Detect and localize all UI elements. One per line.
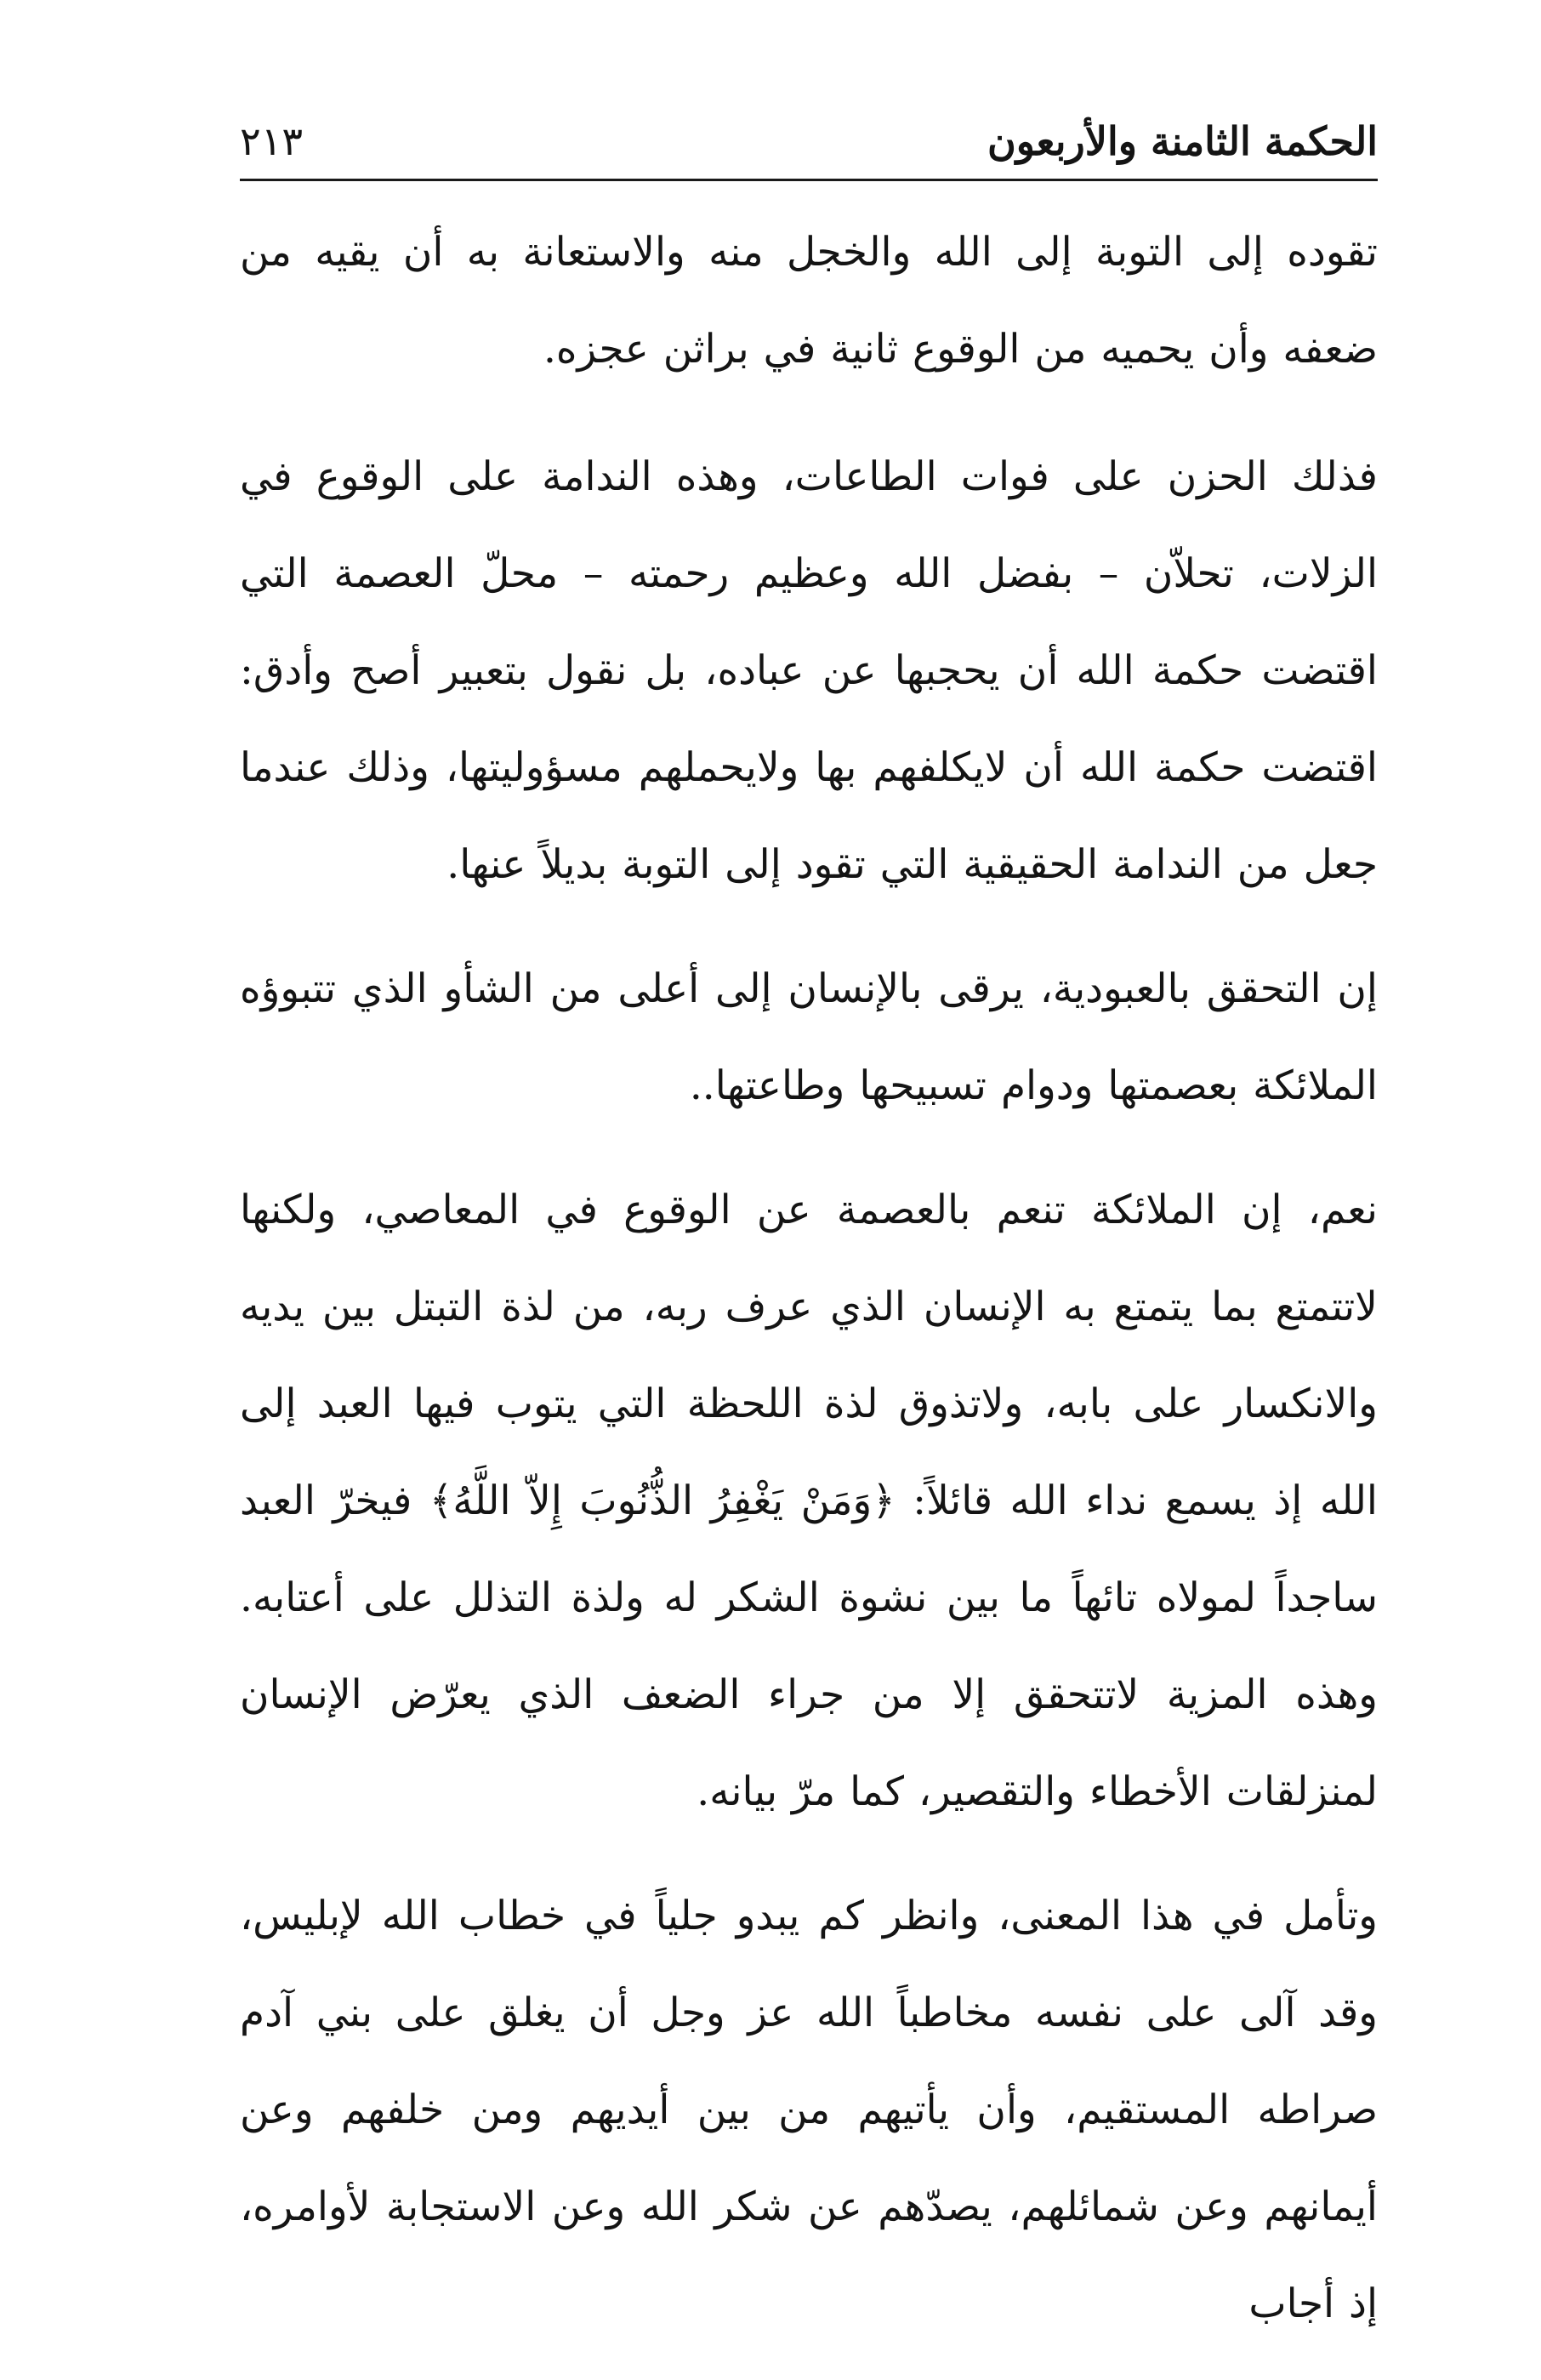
body-text [240, 204, 1378, 2380]
paragraph-4-text-after: فيخرّ العبد ساجداً لمولاه تائهاً ما بين نشوة الشكر له ولذة التذلل على أعتابه. وهذه المزية لاتتحقق إلا من جراء الضعف الذي يعرّض الإنسان لمنزلقات الأخطاء والتقصير، كما مرّ بيانه. [240, 1478, 1378, 1815]
paragraph-2: فذلك الحزن على فوات الطاعات، وهذه الندامة على الوقوع في الزلات، تحلاّن – بفضل الله وعظيم رحمته – محلّ العصمة التي اقتضت حكمة الله أن يحجبها عن عباده، بل نقول بتعبير أصح وأدق: اقتضت حكمة الله أن لايكلفهم بها ولايحملهم مسؤوليتها، وذلك عندما جعل من الندامة الحقيقية التي تقود إلى التوبة بديلاً عنها. [240, 453, 1378, 888]
paragraph-1: تقوده إلى التوبة إلى الله والخجل منه والاستعانة به أن يقيه من ضعفه وأن يحميه من الوقوع ثانية في براثن عجزه. [240, 229, 1378, 373]
page-header [240, 109, 1378, 177]
header-rule [240, 179, 1378, 181]
quran-verse: ﴿وَمَنْ يَغْفِرُ الذُّنُوبَ إِلاّ اللَّهُ﴾ [429, 1478, 896, 1524]
paragraph-5: وتأمل في هذا المعنى، وانظر كم يبدو جلياً في خطاب الله لإبليس، وقد آلى على نفسه مخاطباً الله عز وجل أن يغلق على بني آدم صراطه المستقيم، وأن يأتيهم من بين أيديهم ومن خلفهم وعن أيمانهم وعن شمائلهم، يصدّهم عن شكر الله وعن الاستجابة لأوامره، إذ أجاب [240, 1893, 1378, 2327]
running-title: الحكمة الثامنة والأربعون [987, 118, 1378, 164]
paragraph-4 [240, 1162, 1378, 1841]
page-number: ٢١٣ [240, 118, 304, 164]
paragraph-3: إن التحقق بالعبودية، يرقى بالإنسان إلى أعلى من الشأو الذي تتبوؤه الملائكة بعصمتها ودوام تسبيحها وطاعتها.. [240, 965, 1378, 1109]
paragraph-4-text-before: نعم، إن الملائكة تنعم بالعصمة عن الوقوع في المعاصي، ولكنها لاتتمتع بما يتمتع به الإنسان الذي عرف ربه، من لذة التبتل بين يديه والانكسار على بابه، ولاتذوق لذة اللحظة التي يتوب فيها العبد إلى الله إذ يسمع نداء الله قائلاً: [240, 1187, 1378, 1524]
